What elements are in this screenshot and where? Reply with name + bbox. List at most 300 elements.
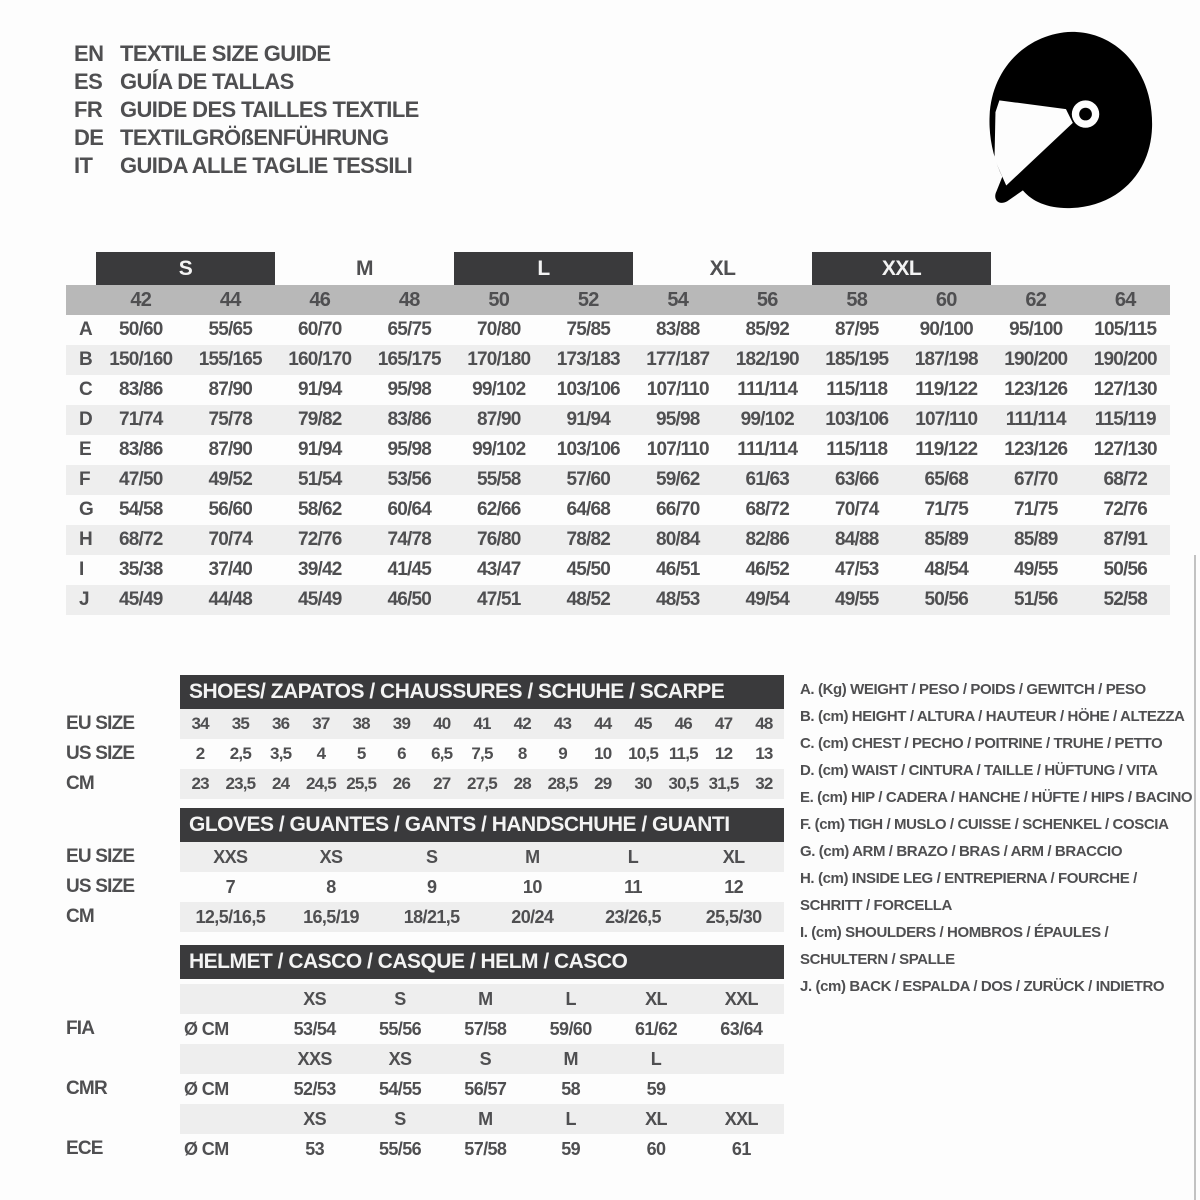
standard-label: FIA: [66, 1018, 95, 1039]
value-cell: 7,5: [471, 744, 493, 763]
measurement-row-i: [66, 555, 1170, 585]
unit-label: Ø CM: [184, 1138, 229, 1159]
page-edge-line: [1194, 555, 1196, 1200]
size-cell: 127/130: [1093, 379, 1157, 400]
size-cell: 71/74: [118, 409, 163, 430]
row-label: H: [79, 529, 92, 550]
helmet-size-header: M: [563, 1048, 578, 1069]
value-cell: 23: [191, 774, 209, 793]
value-cell: 2,5: [229, 744, 252, 763]
language-row: [74, 124, 419, 152]
language-code: ES: [74, 69, 103, 94]
unit-label: Ø CM: [184, 1078, 229, 1099]
value-cell: 53/54: [293, 1018, 336, 1039]
legend-item-i: [800, 919, 1200, 973]
size-column-header: 60: [935, 288, 957, 311]
size-cell: 95/98: [387, 439, 432, 460]
row-cells: [180, 842, 784, 872]
value-cell: 11: [624, 876, 642, 897]
value-cell: 53: [305, 1138, 325, 1159]
size-cell: 48/54: [924, 559, 969, 580]
size-cell: 45/49: [297, 589, 342, 610]
size-cell: 127/130: [1093, 439, 1157, 460]
size-cell: 115/119: [1094, 409, 1156, 430]
language-row: [74, 152, 419, 180]
legend-line: I. (cm) SHOULDERS / HOMBROS / ÉPAULES /: [800, 924, 1109, 941]
value-cell: 4: [316, 744, 326, 763]
spacer: [66, 675, 180, 709]
language-code: FR: [74, 97, 103, 122]
size-cell: 46/51: [655, 559, 700, 580]
size-cell: 49/54: [745, 589, 790, 610]
size-cell: 60/70: [297, 319, 342, 340]
size-cell: 74/78: [387, 529, 432, 550]
racing-helmet-icon: [963, 24, 1165, 210]
language-title: GUIDE DES TAILLES TEXTILE: [120, 97, 419, 122]
size-cell: 45/50: [566, 559, 611, 580]
helmet-size-header: XS: [388, 1048, 412, 1069]
size-column-header: 48: [398, 288, 420, 311]
size-cell: 107/110: [915, 409, 978, 430]
size-cell: 70/74: [208, 529, 253, 550]
size-cell: 78/82: [566, 529, 611, 550]
size-cell: 68/72: [118, 529, 163, 550]
size-cell: 91/94: [566, 409, 611, 430]
size-cell: 71/75: [1013, 499, 1058, 520]
size-cell: 90/100: [919, 319, 973, 340]
row-header-label: US SIZE: [66, 876, 135, 897]
spacer: [66, 808, 180, 842]
size-cell: 50/56: [1103, 559, 1148, 580]
size-cell: 44/48: [208, 589, 253, 610]
value-cell: 10,5: [628, 744, 658, 763]
value-cell: 59/60: [549, 1018, 592, 1039]
size-cell: 107/110: [646, 439, 709, 460]
value-cell: 54/55: [378, 1078, 422, 1099]
spacer: [66, 252, 96, 285]
size-cell: 72/76: [1103, 499, 1148, 520]
size-cell: 111/114: [737, 439, 798, 460]
size-cell: 87/95: [834, 319, 879, 340]
size-cell: 83/86: [387, 409, 432, 430]
value-cell: 6,5: [431, 744, 453, 763]
value-cell: 31,5: [708, 774, 739, 793]
size-cell: 107/110: [646, 379, 709, 400]
size-cell: 87/91: [1103, 529, 1148, 550]
main-size-table: [66, 252, 1170, 615]
size-cell: 170/180: [467, 349, 531, 370]
helmet-size-header: M: [478, 988, 493, 1009]
value-cell: XXS: [213, 846, 248, 867]
row-label: B: [79, 349, 92, 370]
value-cell: 56/57: [464, 1078, 507, 1099]
helmet-size-header: L: [565, 1108, 576, 1129]
spacer: [66, 984, 180, 1014]
value-cell: 28: [513, 774, 531, 793]
size-cell: 119/122: [915, 379, 978, 400]
size-cell: 71/75: [924, 499, 969, 520]
language-title: GUIDA ALLE TAGLIE TESSILI: [120, 153, 413, 178]
size-cell: 65/68: [924, 469, 969, 490]
helmet-size-header: XL: [645, 1108, 667, 1129]
value-cell: 7: [225, 876, 236, 897]
helmet-sizes-row-ece: [66, 1104, 784, 1134]
value-cell: 55/56: [378, 1018, 422, 1039]
helmet-size-header: XS: [303, 1108, 327, 1129]
size-cell: 46/50: [387, 589, 432, 610]
size-cell: 95/98: [387, 379, 432, 400]
measurement-row-b: [66, 345, 1170, 375]
size-cell: 51/54: [297, 469, 342, 490]
value-cell: 6: [397, 744, 406, 763]
value-cell: 20/24: [511, 906, 554, 927]
row-cells: [180, 769, 784, 799]
gloves-table: [66, 808, 784, 932]
value-cell: 13: [755, 744, 773, 763]
value-cell: 57/58: [464, 1138, 507, 1159]
size-group-l: L: [454, 252, 633, 285]
spacer: [991, 252, 1081, 285]
size-cell: 111/114: [1005, 409, 1066, 430]
value-cell: 39: [392, 714, 411, 733]
spacer: [66, 1044, 180, 1074]
legend-item-c: [800, 730, 1200, 757]
size-cell: 65/75: [387, 319, 432, 340]
row-cells: [180, 872, 784, 902]
legend-line-continued: SCHRITT / FORCELLA: [800, 897, 952, 914]
value-cell: 36: [272, 714, 290, 733]
value-cell: 52/53: [293, 1078, 336, 1099]
size-cell: 123/126: [1004, 439, 1068, 460]
measurement-row-c: [66, 375, 1170, 405]
table-row: [66, 842, 784, 872]
legend-line: D. (cm) WAIST / CINTURA / TAILLE / HÜFTUNG / VITA: [800, 762, 1158, 779]
size-group-xl: XL: [709, 256, 736, 280]
value-cell: 10: [522, 876, 542, 897]
value-cell: 47: [714, 714, 733, 733]
size-cell: 99/102: [472, 379, 526, 400]
legend-item-j: [800, 973, 1200, 1000]
value-cell: 42: [513, 714, 531, 733]
size-cell: 37/40: [208, 559, 253, 580]
size-cell: 50/60: [118, 319, 163, 340]
size-group-s: S: [96, 252, 275, 285]
spacer: [66, 1104, 180, 1134]
size-cell: 56/60: [208, 499, 253, 520]
table-title: SHOES/ ZAPATOS / CHAUSSURES / SCHUHE / SCARPE: [180, 675, 784, 709]
value-cell: 10: [594, 744, 612, 763]
language-list: [74, 40, 419, 180]
value-cell: 30,5: [668, 774, 699, 793]
size-cell: 35/38: [118, 559, 163, 580]
value-cell: 48: [755, 714, 773, 733]
table-row: [66, 872, 784, 902]
measurement-row-e: [66, 435, 1170, 465]
row-header-label: US SIZE: [66, 743, 135, 764]
size-cell: 85/89: [924, 529, 969, 550]
value-cell: 57/58: [464, 1018, 507, 1039]
value-cell: 59: [646, 1078, 666, 1099]
size-cell: 49/52: [208, 469, 253, 490]
value-cell: 45: [634, 714, 652, 733]
size-cell: 70/74: [834, 499, 879, 520]
size-cell: 68/72: [1103, 469, 1148, 490]
language-row: [74, 96, 419, 124]
row-label: E: [79, 439, 91, 460]
size-cell: 85/89: [1013, 529, 1058, 550]
size-cell: 68/72: [745, 499, 790, 520]
size-cell: 41/45: [387, 559, 432, 580]
value-cell: L: [627, 846, 639, 867]
size-cell: 63/66: [834, 469, 879, 490]
size-cell: 123/126: [1004, 379, 1068, 400]
value-cell: 5: [356, 744, 366, 763]
value-cell: 40: [433, 714, 451, 733]
size-cell: 53/56: [387, 469, 432, 490]
row-label: I: [79, 559, 84, 580]
value-cell: 3,5: [270, 744, 292, 763]
table-row: [66, 709, 784, 739]
row-cells: [180, 1044, 784, 1074]
legend-line: F. (cm) TIGH / MUSLO / CUISSE / SCHENKEL / COSCIA: [800, 816, 1169, 833]
value-cell: 58: [561, 1078, 581, 1099]
size-cell: 49/55: [834, 589, 879, 610]
size-cell: 55/58: [476, 469, 521, 490]
size-cell: 64/68: [566, 499, 611, 520]
value-cell: 44: [594, 714, 612, 733]
helmet-size-header: S: [394, 988, 406, 1009]
value-cell: 24,5: [305, 774, 336, 793]
size-cell: 99/102: [472, 439, 526, 460]
language-title: TEXTILE SIZE GUIDE: [120, 41, 331, 66]
value-cell: 28,5: [547, 774, 578, 793]
table-title: HELMET / CASCO / CASQUE / HELM / CASCO: [180, 945, 784, 979]
row-cells: [180, 902, 784, 932]
value-cell: 23/26,5: [605, 906, 661, 927]
legend-item-a: [800, 676, 1200, 703]
size-column-header: 54: [667, 288, 689, 311]
row-header-label: EU SIZE: [66, 846, 135, 867]
value-cell: 46: [674, 714, 692, 733]
helmet-values-row-ece: [66, 1134, 784, 1164]
value-cell: 12,5/16,5: [195, 906, 266, 927]
legend-line: E. (cm) HIP / CADERA / HANCHE / HÜFTE / HIPS / BACINO: [800, 789, 1193, 806]
value-cell: 61: [731, 1138, 751, 1159]
row-label: C: [79, 379, 92, 400]
value-cell: S: [425, 846, 438, 867]
size-cell: 49/55: [1013, 559, 1058, 580]
size-column-header: 58: [846, 288, 868, 311]
row-label: F: [79, 469, 90, 490]
size-cell: 177/187: [646, 349, 710, 370]
value-cell: 2: [195, 744, 205, 763]
value-cell: 8: [326, 876, 336, 897]
legend-line-continued: SCHULTERN / SPALLE: [800, 951, 955, 968]
size-cell: 150/160: [109, 349, 173, 370]
helmet-size-header: S: [394, 1108, 406, 1129]
row-cells: [180, 984, 784, 1014]
legend-item-g: [800, 838, 1200, 865]
table-row: [66, 902, 784, 932]
language-code: EN: [74, 41, 104, 66]
value-cell: 27: [433, 774, 451, 793]
value-cell: XL: [722, 846, 745, 867]
size-cell: 48/52: [566, 589, 611, 610]
language-row: [74, 40, 419, 68]
size-cell: 57/60: [566, 469, 611, 490]
spacer: [66, 945, 180, 979]
size-cell: 84/88: [834, 529, 879, 550]
size-cell: 52/58: [1103, 589, 1148, 610]
value-cell: 18/21,5: [403, 906, 460, 927]
measurement-row-h: [66, 525, 1170, 555]
value-cell: 12: [724, 876, 744, 897]
size-cell: 115/118: [826, 439, 888, 460]
size-cell: 80/84: [655, 529, 700, 550]
legend-line: H. (cm) INSIDE LEG / ENTREPIERNA / FOURCHE /: [800, 870, 1137, 887]
size-cell: 72/76: [297, 529, 342, 550]
helmet-size-header: S: [479, 1048, 492, 1069]
value-cell: M: [525, 846, 540, 867]
helmet-size-header: M: [478, 1108, 493, 1129]
legend-item-e: [800, 784, 1200, 811]
legend-line: C. (cm) CHEST / PECHO / POITRINE / TRUHE / PETTO: [800, 735, 1163, 752]
size-cell: 87/90: [208, 379, 253, 400]
legend-item-b: [800, 703, 1200, 730]
size-cell: 119/122: [915, 439, 978, 460]
value-cell: 35: [231, 714, 250, 733]
size-cell: 70/80: [476, 319, 521, 340]
size-cell: 75/85: [566, 319, 611, 340]
table-title-row: [66, 945, 784, 979]
size-cell: 95/100: [1009, 319, 1063, 340]
racing-helmet-icon-svg: [963, 24, 1165, 210]
row-label: G: [79, 499, 93, 520]
helmet-values-row-fia: [66, 1014, 784, 1044]
size-cell: 60/64: [387, 499, 432, 520]
legend-item-h: [800, 865, 1200, 919]
helmet-sizes-row-fia: [66, 984, 784, 1014]
size-cell: 54/58: [118, 499, 163, 520]
size-cell: 58/62: [297, 499, 342, 520]
size-cell: 61/63: [745, 469, 790, 490]
size-column-header: 44: [219, 288, 241, 311]
size-cell: 47/51: [476, 589, 521, 610]
size-cell: 59/62: [655, 469, 700, 490]
value-cell: 38: [352, 714, 370, 733]
table-row: [66, 769, 784, 799]
size-cell: 47/50: [118, 469, 163, 490]
size-group-xxl: XXL: [812, 252, 991, 285]
size-cell: 87/90: [476, 409, 521, 430]
size-cell: 182/190: [735, 349, 799, 370]
size-cell: 165/175: [377, 349, 441, 370]
value-cell: 8: [517, 744, 527, 763]
size-cell: 76/80: [476, 529, 521, 550]
size-cell: 87/90: [208, 439, 253, 460]
size-cell: 48/53: [655, 589, 700, 610]
size-cell: 83/88: [655, 319, 700, 340]
size-column-header: 42: [130, 288, 152, 311]
size-cell: 190/200: [1093, 349, 1157, 370]
table-title: GLOVES / GUANTES / GANTS / HANDSCHUHE / GUANTI: [180, 808, 784, 842]
row-label: J: [79, 589, 89, 610]
row-cells: [180, 1014, 784, 1044]
measurement-row-d: [66, 405, 1170, 435]
helmet-size-header: XS: [303, 988, 327, 1009]
legend-line: A. (Kg) WEIGHT / PESO / POIDS / GEWITCH / PESO: [800, 681, 1146, 698]
language-row: [74, 68, 419, 96]
measurement-row-g: [66, 495, 1170, 525]
measurement-legend: [800, 676, 1200, 1000]
value-cell: 32: [755, 774, 773, 793]
helmet-size-header: L: [565, 988, 576, 1009]
size-cell: 111/114: [737, 379, 798, 400]
value-cell: 9: [558, 744, 567, 763]
size-cell: 66/70: [655, 499, 700, 520]
row-cells: [180, 1104, 784, 1134]
value-cell: 43: [553, 714, 572, 733]
size-cell: 91/94: [297, 379, 342, 400]
lower-tables: [66, 675, 784, 1164]
row-header-label: CM: [66, 906, 94, 927]
size-column-header: 64: [1114, 288, 1136, 311]
size-column-header: 50: [488, 288, 510, 311]
legend-line: B. (cm) HEIGHT / ALTURA / HAUTEUR / HÖHE / ALTEZZA: [800, 708, 1185, 725]
shoes-table: [66, 675, 784, 799]
size-cell: 103/106: [556, 379, 620, 400]
value-cell: 41: [473, 714, 491, 733]
size-cell: 51/56: [1013, 589, 1058, 610]
value-cell: 55/56: [378, 1138, 422, 1159]
row-label: A: [79, 319, 92, 340]
helmet-table: [66, 945, 784, 1164]
size-cell: 185/195: [825, 349, 889, 370]
language-title: GUÍA DE TALLAS: [120, 69, 294, 94]
value-cell: 34: [191, 714, 209, 733]
value-cell: 63/64: [720, 1018, 763, 1039]
row-header-label: EU SIZE: [66, 713, 135, 734]
size-cell: 82/86: [745, 529, 790, 550]
value-cell: 9: [426, 876, 437, 897]
value-cell: 23,5: [225, 774, 256, 793]
helmet-size-header: XXL: [724, 988, 758, 1009]
size-cell: 50/56: [924, 589, 969, 610]
size-cell: 91/94: [297, 439, 342, 460]
helmet-size-header: XXL: [724, 1108, 758, 1129]
size-cell: 105/115: [1094, 319, 1157, 340]
size-cell: 83/86: [118, 439, 163, 460]
size-column-header: 62: [1025, 288, 1047, 311]
size-cell: 190/200: [1004, 349, 1068, 370]
helmet-sizes-row-cmr: [66, 1044, 784, 1074]
value-cell: 26: [392, 774, 411, 793]
size-cell: 85/92: [745, 319, 790, 340]
size-cell: 187/198: [914, 349, 978, 370]
legend-item-d: [800, 757, 1200, 784]
row-label: D: [79, 409, 92, 430]
language-code: DE: [74, 125, 104, 150]
size-cell: 43/47: [476, 559, 521, 580]
legend-item-f: [800, 811, 1200, 838]
size-group-row: [66, 252, 1170, 285]
measurement-row-f: [66, 465, 1170, 495]
value-cell: 12: [714, 744, 733, 763]
size-cell: 155/165: [198, 349, 262, 370]
size-cell: 83/86: [118, 379, 163, 400]
standard-label: ECE: [66, 1138, 103, 1159]
size-cell: 115/118: [826, 379, 888, 400]
